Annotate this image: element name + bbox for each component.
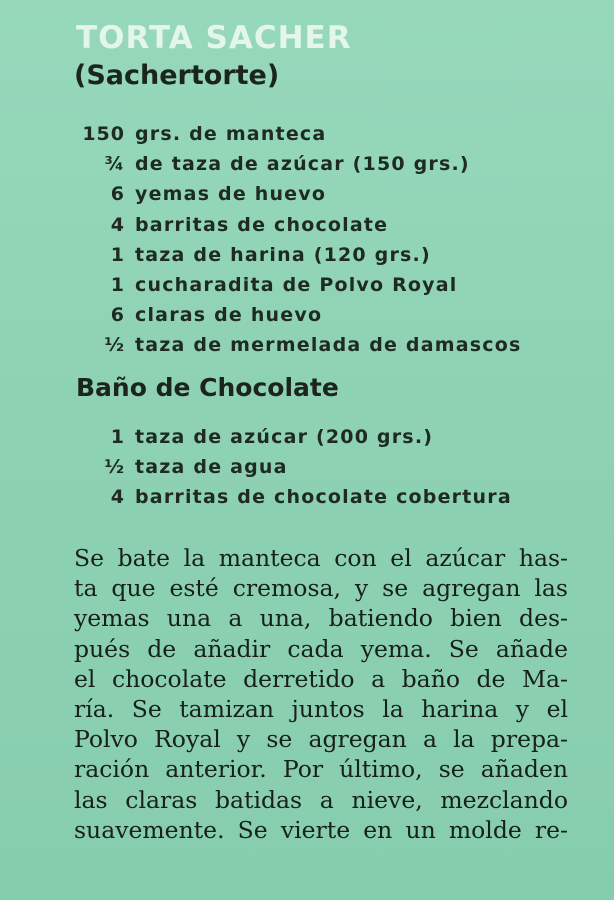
ingredient-row (70, 456, 512, 486)
ingredient-qty: 1 (110, 243, 125, 266)
ingredient-item: de taza de azúcar (150 grs.) (135, 153, 470, 176)
ingredient-item: taza de azúcar (200 grs.) (135, 426, 434, 448)
ingredient-qty: ½ (104, 334, 125, 357)
ingredient-qty: 4 (110, 213, 125, 236)
ingredient-item: grs. de manteca (135, 123, 327, 145)
ingredient-qty: ¾ (104, 153, 125, 176)
recipe-title: TORTA SACHER (76, 20, 352, 56)
instructions-line: Se bate la manteca con el azúcar has- (74, 544, 568, 572)
ingredient-row (70, 304, 522, 334)
ingredient-qty: ½ (104, 456, 125, 479)
ingredient-item: taza de harina (120 grs.) (135, 243, 431, 266)
ingredient-item: cucharadita de Polvo Royal (135, 273, 458, 296)
ingredient-qty: 1 (110, 273, 125, 296)
instructions-line: ración anterior. Por último, se añaden (74, 755, 568, 784)
instructions-line: las claras batidas a nieve, mezclando (74, 785, 568, 814)
ingredient-row (70, 334, 522, 364)
glaze-ingredient-list (70, 426, 512, 517)
ingredient-item: barritas de chocolate (135, 213, 389, 236)
ingredient-row (70, 123, 522, 153)
ingredient-list (70, 123, 522, 365)
instructions-line: Polvo Royal y se agregan a la prepa- (74, 725, 568, 754)
ingredient-item: claras de huevo (135, 304, 323, 327)
ingredient-row (70, 183, 522, 213)
ingredient-qty: 6 (110, 304, 125, 327)
instructions-line: suavemente. Se vierte en un molde re- (74, 815, 568, 844)
glaze-title: Baño de Chocolate (76, 373, 339, 402)
instructions-line: ría. Se tamizan juntos la harina y el (74, 695, 568, 724)
instructions-line: pués de añadir cada yema. Se añade (74, 634, 568, 663)
ingredient-row (70, 244, 522, 274)
ingredient-qty: 1 (110, 426, 125, 448)
instructions-line: el chocolate derretido a baño de Ma- (74, 664, 568, 693)
ingredient-row (70, 214, 522, 244)
instructions-paragraph (74, 543, 568, 845)
ingredient-qty: 6 (110, 183, 125, 206)
ingredient-qty: 150 (82, 123, 125, 145)
ingredient-qty: 4 (110, 486, 125, 509)
ingredient-row (70, 426, 512, 456)
instructions-line: yemas una a una, batiendo bien des- (74, 604, 568, 633)
ingredient-item: barritas de chocolate cobertura (135, 486, 512, 509)
ingredient-row (70, 274, 522, 304)
ingredient-item: taza de mermelada de damascos (135, 334, 522, 357)
recipe-subtitle: (Sachertorte) (74, 60, 280, 91)
instructions-line: ta que esté cremosa, y se agregan las (74, 574, 568, 603)
ingredient-item: yemas de huevo (135, 183, 327, 206)
ingredient-row (70, 153, 522, 183)
ingredient-row (70, 486, 512, 516)
ingredient-item: taza de agua (135, 456, 288, 479)
